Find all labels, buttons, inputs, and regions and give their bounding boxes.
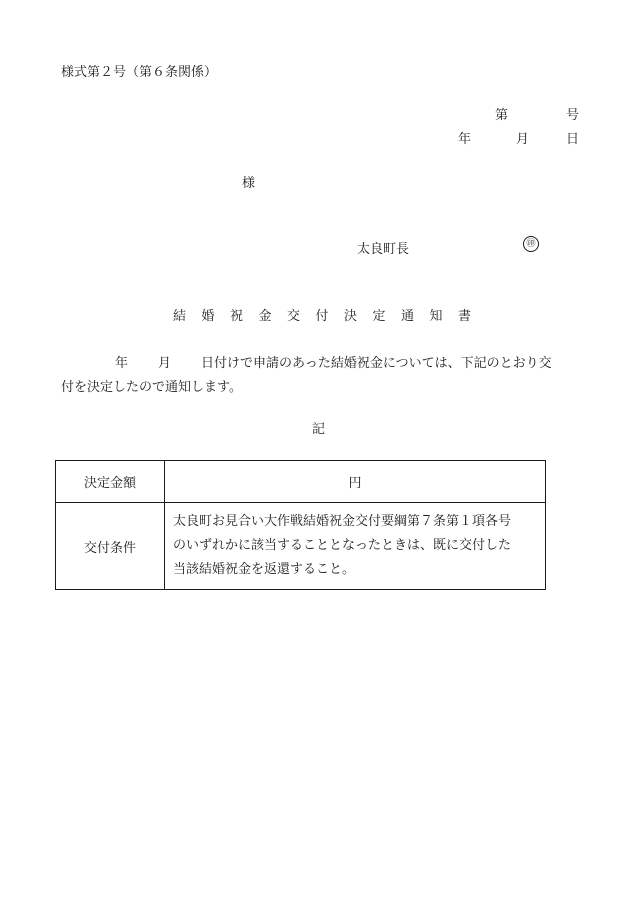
addressee-honorific: 様 [242,176,256,191]
conditions-row [56,503,546,590]
amount-row [56,461,546,503]
decision-table [55,460,546,590]
conditions-value [165,503,546,590]
conditions-line: のいずれかに該当することとなったときは、既に交付した [173,538,512,553]
conditions-line: 当該結婚祝金を返還すること。 [173,562,356,577]
seal-mark: ㊞ [523,236,539,252]
conditions-label: 交付条件 [56,503,165,590]
amount-label: 決定金額 [56,461,165,503]
body-text-line-1: 日付けで申請のあった結婚祝金については、下記のとおり交 [201,356,552,371]
form-number: 様式第２号（第６条関係） [61,65,218,80]
conditions-line: 太良町お見合い大作戦結婚祝金交付要綱第７条第１項各号 [173,514,512,529]
date-month: 月 [516,132,530,147]
document-number-prefix: 第 [495,108,509,123]
date-day: 日 [566,132,580,147]
issuer-name: 太良町長 [357,242,410,257]
ki-heading: 記 [312,422,326,437]
amount-value: 円 [165,461,546,503]
body-month: 月 [158,356,172,371]
body-line-1 [61,352,552,371]
document-title: 結婚祝金交付決定通知書 [173,309,487,324]
document-number-suffix: 号 [566,108,580,123]
body-text-line-2: 付を決定したので通知します。 [61,380,242,395]
date-year: 年 [458,132,472,147]
body-year: 年 [115,356,129,371]
